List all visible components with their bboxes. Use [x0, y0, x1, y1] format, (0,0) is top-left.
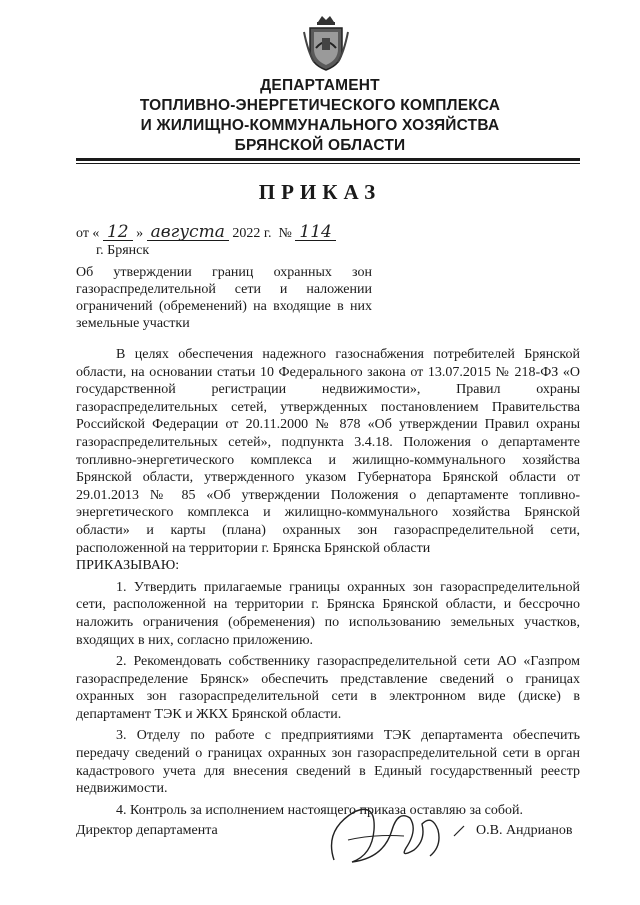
order-item-1: 1. Утвердить прилагаемые границы охранных зон газораспределительной сети, расположенной на территории г. Брянска Брянской области, и бессрочно наложить ограничения (обременения) по использованию земельных участков, входящих в них, согласно приложению.: [76, 579, 580, 648]
order-day: 12: [103, 224, 133, 241]
coat-of-arms-icon: [302, 12, 350, 72]
header-line-4: БРЯНСКОЙ ОБЛАСТИ: [234, 137, 406, 154]
order-month: августа: [147, 224, 229, 241]
order-city: г. Брянск: [96, 243, 150, 258]
order-year: 2022 г.: [232, 226, 272, 241]
order-directive: ПРИКАЗЫВАЮ:: [76, 558, 180, 574]
order-item-4: 4. Контроль за исполнением настоящего приказа оставляю за собой.: [116, 802, 524, 818]
order-number: 114: [295, 224, 335, 241]
order-title: ПРИКАЗ: [258, 180, 382, 204]
date-prefix: от «: [76, 226, 100, 241]
preamble-paragraph: В целях обеспечения надежного газоснабжения потребителей Брянской области, на основании статьи 10 Федерального закона от 13.07.2015 № 218-ФЗ «О государственной регистрации недвижимости», Правил охраны газораспределительных сетей, утвержденных постановлением Правительства Российской Федерации от 20.11.2000 № 878 «Об утверждении Правил охраны газораспределительных сетей», подпункта 3.4.18. Положения о департаменте топливно-энергетического комплекса и жилищно-коммунального хозяйства Брянской области, утвержденного указом Губернатора Брянской области от 29.01.2013 № 85 «Об утверждении Положения о департаменте топливно-энергетического комплекса и жилищно-коммунального хозяйства Брянской области» и карты (плана) охранных зон газораспределительной сети, расположенной на территории г. Брянска Брянской области: [76, 347, 580, 556]
order-body: [76, 346, 580, 819]
date-separator: »: [136, 226, 144, 241]
order-item-2: 2. Рекомендовать собственнику газораспределительной сети АО «Газпром газораспределение Брянск» обеспечить представление сведений о границах охранных зон газораспределительной сети в электронном виде (диске) в департамент ТЭК и ЖКХ Брянской области.: [76, 654, 580, 722]
signatory-name: О.В. Андрианов: [476, 823, 573, 838]
department-header: [60, 76, 580, 156]
order-number-label: №: [278, 226, 292, 241]
order-date-line: [76, 224, 336, 242]
order-subject: Об утверждении границ охранных зон газораспределительной сети и наложении ограничений (обременений) на входящие в них земельные участки: [76, 265, 372, 331]
header-line-3: И ЖИЛИЩНО-КОММУНАЛЬНОГО ХОЗЯЙСТВА: [140, 117, 500, 134]
order-item-3: 3. Отделу по работе с предприятиями ТЭК департамента обеспечить передачу сведений о границах охранных зон газораспределительной сети в орган кадастрового учета для внесения сведений в Единый государственный реестр недвижимости.: [76, 728, 580, 797]
header-divider-thick: [76, 158, 580, 161]
handwritten-signature: [314, 800, 474, 872]
header-divider-thin: [76, 163, 580, 164]
header-line-2: ТОПЛИВНО-ЭНЕРГЕТИЧЕСКОГО КОМПЛЕКСА: [139, 97, 501, 114]
signatory-position: Директор департамента: [76, 823, 218, 838]
header-line-1: ДЕПАРТАМЕНТ: [260, 77, 380, 94]
